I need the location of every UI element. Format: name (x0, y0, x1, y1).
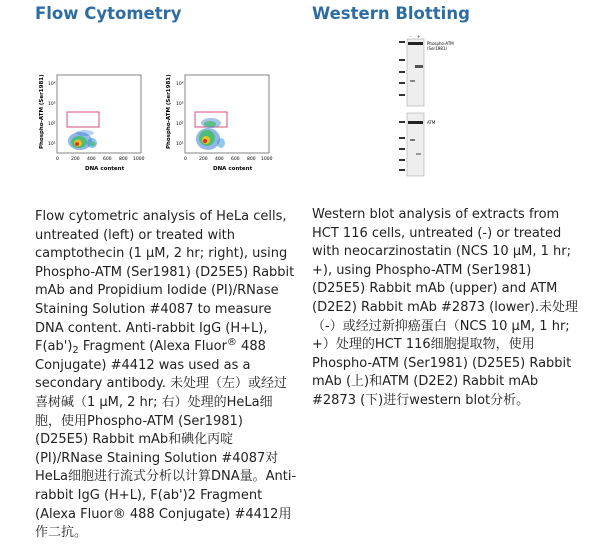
western-blot-image (312, 35, 582, 179)
lane-sign-minus: - (410, 35, 412, 39)
western-blotting-heading: Western Blotting (312, 4, 470, 23)
flow-cytometry-figure (35, 49, 297, 177)
marker-ladder (399, 41, 405, 171)
x-tick-left-5: 1000 (133, 157, 145, 162)
x-axis-label-right: DNA content (213, 166, 253, 172)
x-tick-left-0: 0 (56, 157, 59, 162)
y-tick-left-3: 10¹ (48, 142, 56, 147)
y-axis-label-right: Phospho-ATM (Ser1981) (166, 74, 172, 149)
y-tick-right-3: 10¹ (176, 142, 184, 147)
flow-plot-right (166, 74, 273, 172)
x-tick-left-2: 400 (87, 157, 96, 162)
x-tick-right-5: 1000 (261, 157, 273, 162)
y-axis-label-left: Phospho-ATM (Ser1981) (39, 74, 45, 149)
western-blot-caption: Western blot analysis of extracts from HCT 116 cells, untreated (-) or treated with neocarzinostatin (NCS 10 µM, 1 hr; +), using Phospho-ATM (Ser1981) (D25E5) Rabbit mAb (upper) and ATM (D2E2) Rabbit mAb #2873 (lower).未处理（-）或经过新抑癌蛋白（NCS 10 µM, 1 hr; +）处理的HCT 116细胞提取物，使用Phospho-ATM (Ser1981) (D25E5) Rabbit mAb (上)和ATM (D2E2) Rabbit mAb #2873 (下)进行western blot分析。 (312, 207, 578, 408)
x-tick-right-3: 600 (231, 157, 240, 162)
x-tick-left-1: 200 (71, 157, 80, 162)
x-axis-label-left: DNA content (85, 166, 125, 172)
blot-label-upper: Phospho-ATM (427, 41, 454, 46)
blot-label-lower: ATM (427, 120, 436, 125)
flow-cytometry-caption (35, 208, 297, 543)
flow-caption-part3: 488 Conjugate) #4412 was used as a secondary antibody. 未处理（左）或经过喜树碱（1 µM, 2 hr; 右）处理的HeLa细胞，使用Phospho-ATM (Ser1981) (D25E5) Rabbit mAb和碘化丙啶(PI)/RNase Staining Solution #4087对HeLa细胞进行流式分析以计算DNA量。Anti-rabbit IgG (H+L), F(ab')2 Fragment (Alexa Fluor® 488 Conjugate) #4412用作二抗。 (35, 339, 297, 541)
flow-caption-superscript: ® (226, 337, 237, 349)
x-tick-left-4: 800 (119, 157, 128, 162)
y-tick-left-2: 10² (48, 122, 56, 127)
lane-sign-plus: + (417, 35, 421, 39)
x-tick-right-2: 400 (215, 157, 224, 162)
flow-caption-part2: Fragment (Alexa Fluor (78, 339, 227, 355)
y-tick-right-2: 10² (176, 122, 184, 127)
x-tick-right-1: 200 (199, 157, 208, 162)
flow-caption-subscript: 2 (72, 345, 79, 357)
y-tick-right-1: 10³ (176, 102, 184, 107)
flow-cytometry-plots (35, 49, 297, 177)
blot-label-upper-2: (Ser1981) (427, 46, 447, 51)
flow-cytometry-section (35, 0, 297, 543)
x-tick-right-0: 0 (184, 157, 187, 162)
y-tick-left-1: 10³ (48, 102, 56, 107)
flow-cytometry-heading: Flow Cytometry (35, 4, 182, 23)
flow-plot-left (39, 74, 145, 172)
x-tick-right-4: 800 (247, 157, 256, 162)
blot-panel-upper (407, 39, 424, 106)
western-blotting-section (312, 0, 582, 411)
western-blot-figure (312, 35, 582, 179)
flow-caption-part1: Flow cytometric analysis of HeLa cells, untreated (left) or treated with camptothecin (1 µM, 2 hr; right), using Phospho-ATM (Ser1981) (D25E5) Rabbit mAb and Propidium Iodide (PI)/RNase Staining Solution #4087 to measure DNA content. Anti-rabbit IgG (H+L), F(ab') (35, 209, 295, 355)
y-tick-right-0: 10⁴ (176, 82, 184, 87)
x-tick-left-3: 600 (103, 157, 112, 162)
blot-panel-lower (407, 113, 424, 176)
y-tick-left-0: 10⁴ (48, 82, 56, 87)
